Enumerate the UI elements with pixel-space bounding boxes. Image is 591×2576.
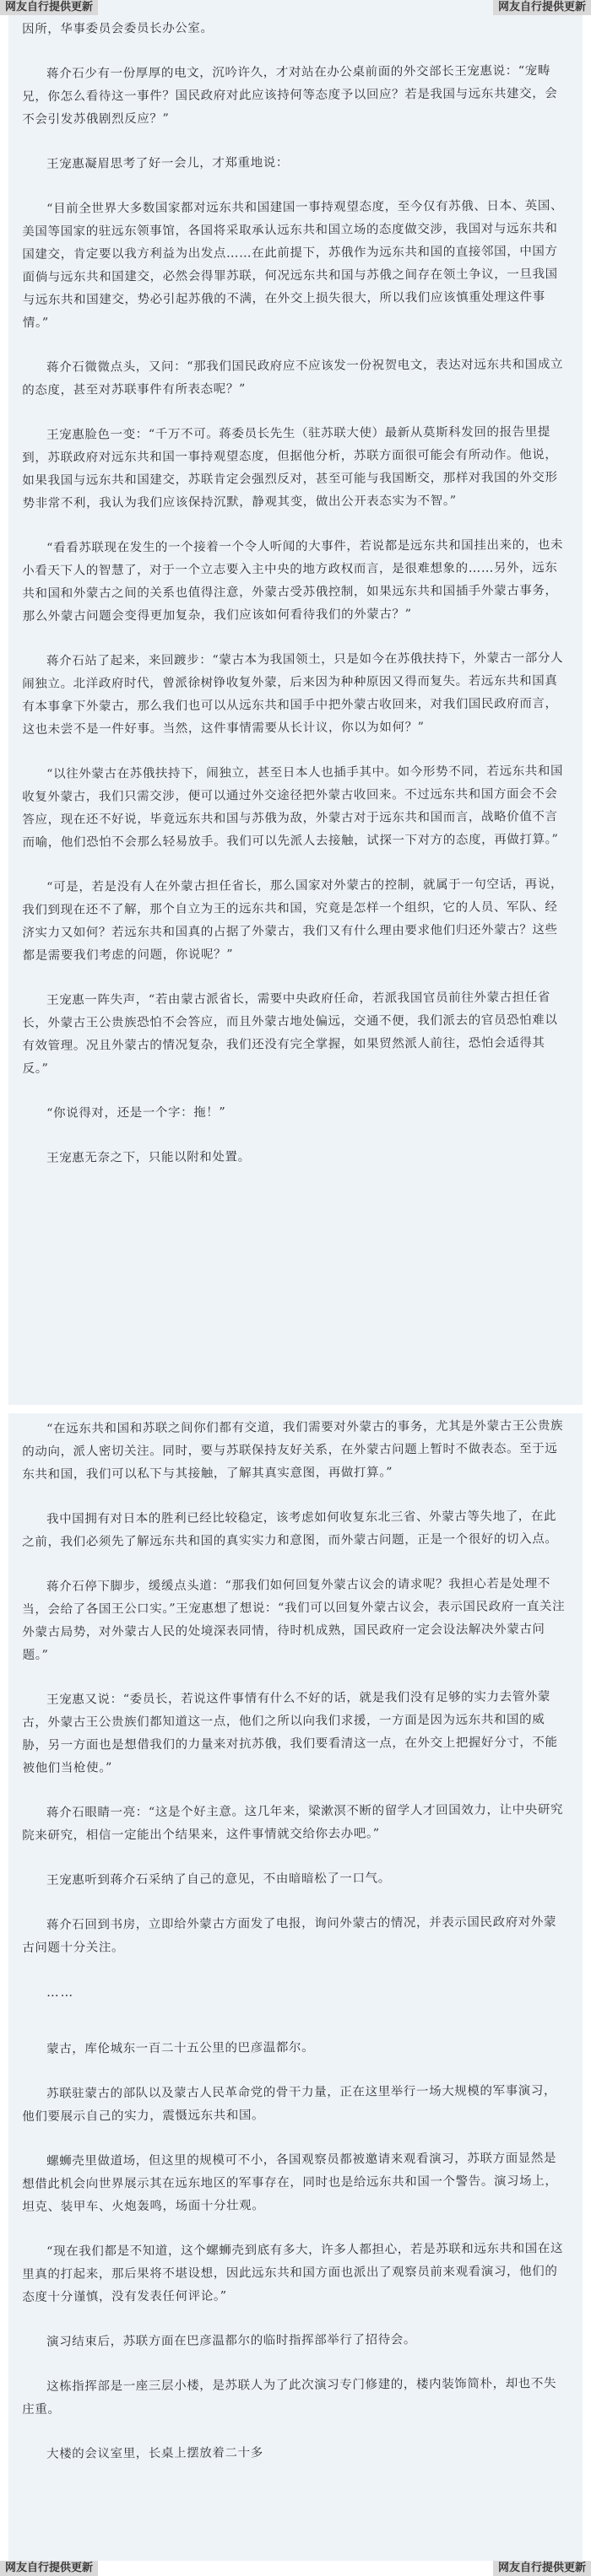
- paragraph: 大楼的会议室里，长桌上摆放着二十多: [46, 2446, 263, 2461]
- paragraph: 因所，华事委员会委员长办公室。: [22, 21, 214, 36]
- paragraph: 王宠惠脸色一变：“千万不可。蒋委员长先生（驻苏联大使）最新从莫斯科发回的报告里提到，苏联政府对远东共和国一事持观望态度，但据他分析，苏联方面很可能会有所动作。他说，如果我国与远东共和国建交，苏联肯定会强烈反对，甚至可能与我国断交，那样对我国的外交形势非常不利，我认为我们应该保持沉默，静观其变，做出公开表态实为不智。”: [22, 425, 558, 510]
- paragraph: 王宠惠无奈之下，只能以附和处置。: [46, 1150, 251, 1165]
- paragraph: “看看苏联现在发生的一个接着一个令人听闻的大事件，若说都是远东共和国挂出来的，也未小看天下人的智慧了，对于一个立志要入主中央的地方政权而言，是很难想象的……另外，远东共和国和外蒙古之间的关系也值得注意，外蒙古受苏俄控制，如果远东共和国插手外蒙古事务，那么外蒙古问题会变得更加复杂，我们应该如何看待我们的外蒙古？”: [22, 538, 564, 624]
- paragraph: 我中国拥有对日本的胜利已经比较稳定，该考虑如何收复东北三省、外蒙古等失地了，在此之前，我们必须先了解远东共和国的真实实力和意图，而外蒙古问题，正是一个很好的切入点。: [22, 1509, 558, 1549]
- paragraph: 蒋介石停下脚步，缓缓点头道：“那我们如何回复外蒙古议会的请求呢？我担心若是处理不当，会给了各国王公口实。”王宠惠想了想说：“我们可以回复外蒙古议会，表示国民政府一直关注外蒙古局势，对外蒙古人民的处境深表同情，待时机成熟，国民政府一定会设法解决外蒙古问题。”: [22, 1577, 566, 1662]
- watermark-bottom-left: 网友自行提供更新: [0, 2561, 98, 2576]
- paragraph: 王宠惠听到蒋介石采纳了自己的意见，不由暗暗松了一口气。: [46, 1871, 391, 1887]
- paragraph: 蒋介石回到书房，立即给外蒙古方面发了电报，询问外蒙古的情况，并表示国民政府对外蒙古问题十分关注。: [22, 1915, 557, 1955]
- watermark-top-right: 网友自行提供更新: [493, 0, 591, 15]
- section-break: ……: [46, 1985, 75, 2000]
- paragraph: “可是，若是没有人在外蒙古担任省长，那么国家对外蒙古的控制，就属于一句空话，再说，我们到现在还不了解，那个自立为王的远东共和国，究竟是怎样一个组织，它的人员、军队、经济实力又如何？若远东共和国真的占据了外蒙古，我们又有什么理由要求他们归还外蒙古？这些都是需要我们考虑的问题，你说呢？”: [22, 878, 564, 963]
- text-block-lower: [8, 1413, 583, 2561]
- paragraph: 蒙古，库伦城东一百二十五公里的巴彦温都尔。: [46, 2040, 315, 2056]
- paragraph: “目前全世界大多数国家都对远东共和国建国一事持观望态度，至今仅有苏俄、日本、英国、美国等国家的驻远东领事馆，各国将采取承认远东共和国立场的态度做交涉，我国对与远东共和国建交，肯定要以我方利益为出发点……在此前提下，苏俄作为远东共和国的直接邻国，中国方面倘与远东共和国建交，必然会得罪苏联，何况远东共和国与苏俄之间存在领土争议，一旦我国与远东共和国建交，势必引起苏俄的不满，在外交上损失很大，所以我们应该慎重处理这件事情。”: [22, 199, 564, 330]
- paragraph: 苏联驻蒙古的部队以及蒙古人民革命党的骨干力量，正在这里举行一场大规模的军事演习，他们要展示自己的实力，震慑远东共和国。: [22, 2084, 557, 2124]
- paragraph: 演习结束后，苏联方面在巴彦温都尔的临时指挥部举行了招待会。: [46, 2333, 417, 2349]
- paragraph: “在远东共和国和苏联之间你们都有交道，我们需要对外蒙古的事务，尤其是外蒙古王公贵族的动向，派人密切关注。同时，要与苏联保持友好关系，在外蒙古问题上暂时不做表态。至于远东共和国，我们可以私下与其接触，了解其真实意图，再做打算。”: [22, 1419, 564, 1482]
- paragraph: 蒋介石眼睛一亮：“这是个好主意。这几年来，梁漱溟不断的留学人才回国效力，让中央研究院来研究，相信一定能出个结果来，这件事情就交给你去办吧。”: [22, 1803, 564, 1843]
- paragraph: 这栋指挥部是一座三层小楼，是苏联人为了此次演习专门修建的，楼内装饰简朴，却也不失庄重。: [22, 2377, 557, 2417]
- paragraph: 蒋介石少有一份厚厚的电文，沉吟许久，才对站在办公桌前面的外交部长王宠惠说：“宠畴兄，你怎么看待这一事件？国民政府对此应该持何等态度予以回应？若是我国与远东共建交，会不会引发苏俄剧烈反应？”: [22, 64, 558, 127]
- paragraph: “你说得对，还是一个字：拖！”: [46, 1105, 226, 1121]
- paragraph: “现在我们都是不知道，这个螺蛳壳到底有多大，许多人都担心，若是苏联和远东共和国在这里真的打起来，那后果将不堪设想，因此远东共和国方面也派出了观察员前来观看演习，他们的态度十分谨慎，没有发表任何评论。”: [22, 2242, 564, 2304]
- paragraph: 螺蛳壳里做道场，但这里的规模可不小，各国观察员都被邀请来观看演习，苏联方面显然是想借此机会向世界展示其在远东地区的军事存在，同时也是给远东共和国一个警告。演习场上，坦克、装甲车、火炮轰鸣，场面十分壮观。: [22, 2152, 558, 2214]
- paragraph: 王宠惠凝眉思考了好一会儿，才郑重地说：: [46, 156, 290, 171]
- paragraph: 王宠惠又说：“委员长，若说这件事情有什么不好的话，就是我们没有足够的实力去管外蒙古，外蒙古王公贵族们都知道这一点，他们之所以向我们求援，一方面是因为远东共和国的威胁，另一方面也是想借我们的力量来对抗苏俄，我们要看清这一点，在外交上把握好分寸，不能被他们当枪使。”: [22, 1690, 558, 1775]
- watermark-bottom-right: 网友自行提供更新: [493, 2561, 591, 2576]
- text-block-upper: [8, 0, 583, 1405]
- paragraph: “以往外蒙古在苏俄扶持下，闹独立，甚至日本人也插手其中。如今形势不同，若远东共和国收复外蒙古，我们只需交涉，便可以通过外交途径把外蒙古收回来。不过远东共和国方面会不会答应，现在还不好说，毕竟远东共和国与苏俄为敌，外蒙古对于远东共和国而言，战略价值不言而喻，他们恐怕不会那么轻易放手。我们可以先派人去接触，试探一下对方的态度，再做打算。”: [22, 764, 564, 850]
- watermark-top-left: 网友自行提供更新: [0, 0, 98, 15]
- paragraph: 蒋介石站了起来，来回踱步：“蒙古本为我国领土，只是如今在苏俄扶持下，外蒙古一部分人闹独立。北洋政府时代，曾派徐树铮收复外蒙，后来因为种种原因又得而复失。若远东共和国真有本事拿下外蒙古，那么我们也可以从远东共和国手中把外蒙古收回来，对我们国民政府而言，这也未尝不是一件好事。当然，这件事情需要从长计议，你以为如何？”: [22, 651, 564, 737]
- paragraph: 蒋介石微微点头，又问：“那我们国民政府应不应该发一份祝贺电文，表达对远东共和国成立的态度，甚至对苏联事件有所表态呢？”: [22, 358, 564, 397]
- paragraph: 王宠惠一阵失声，“若由蒙古派省长，需要中央政府任命，若派我国官员前往外蒙古担任省长，外蒙古王公贵族恐怕不会答应，而且外蒙古地处偏远，交通不便，我们派去的官员恐怕难以有效管理。况且外蒙古的情况复杂，我们还没有完全掌握，如果贸然派人前往，恐怕会适得其反。”: [22, 991, 558, 1076]
